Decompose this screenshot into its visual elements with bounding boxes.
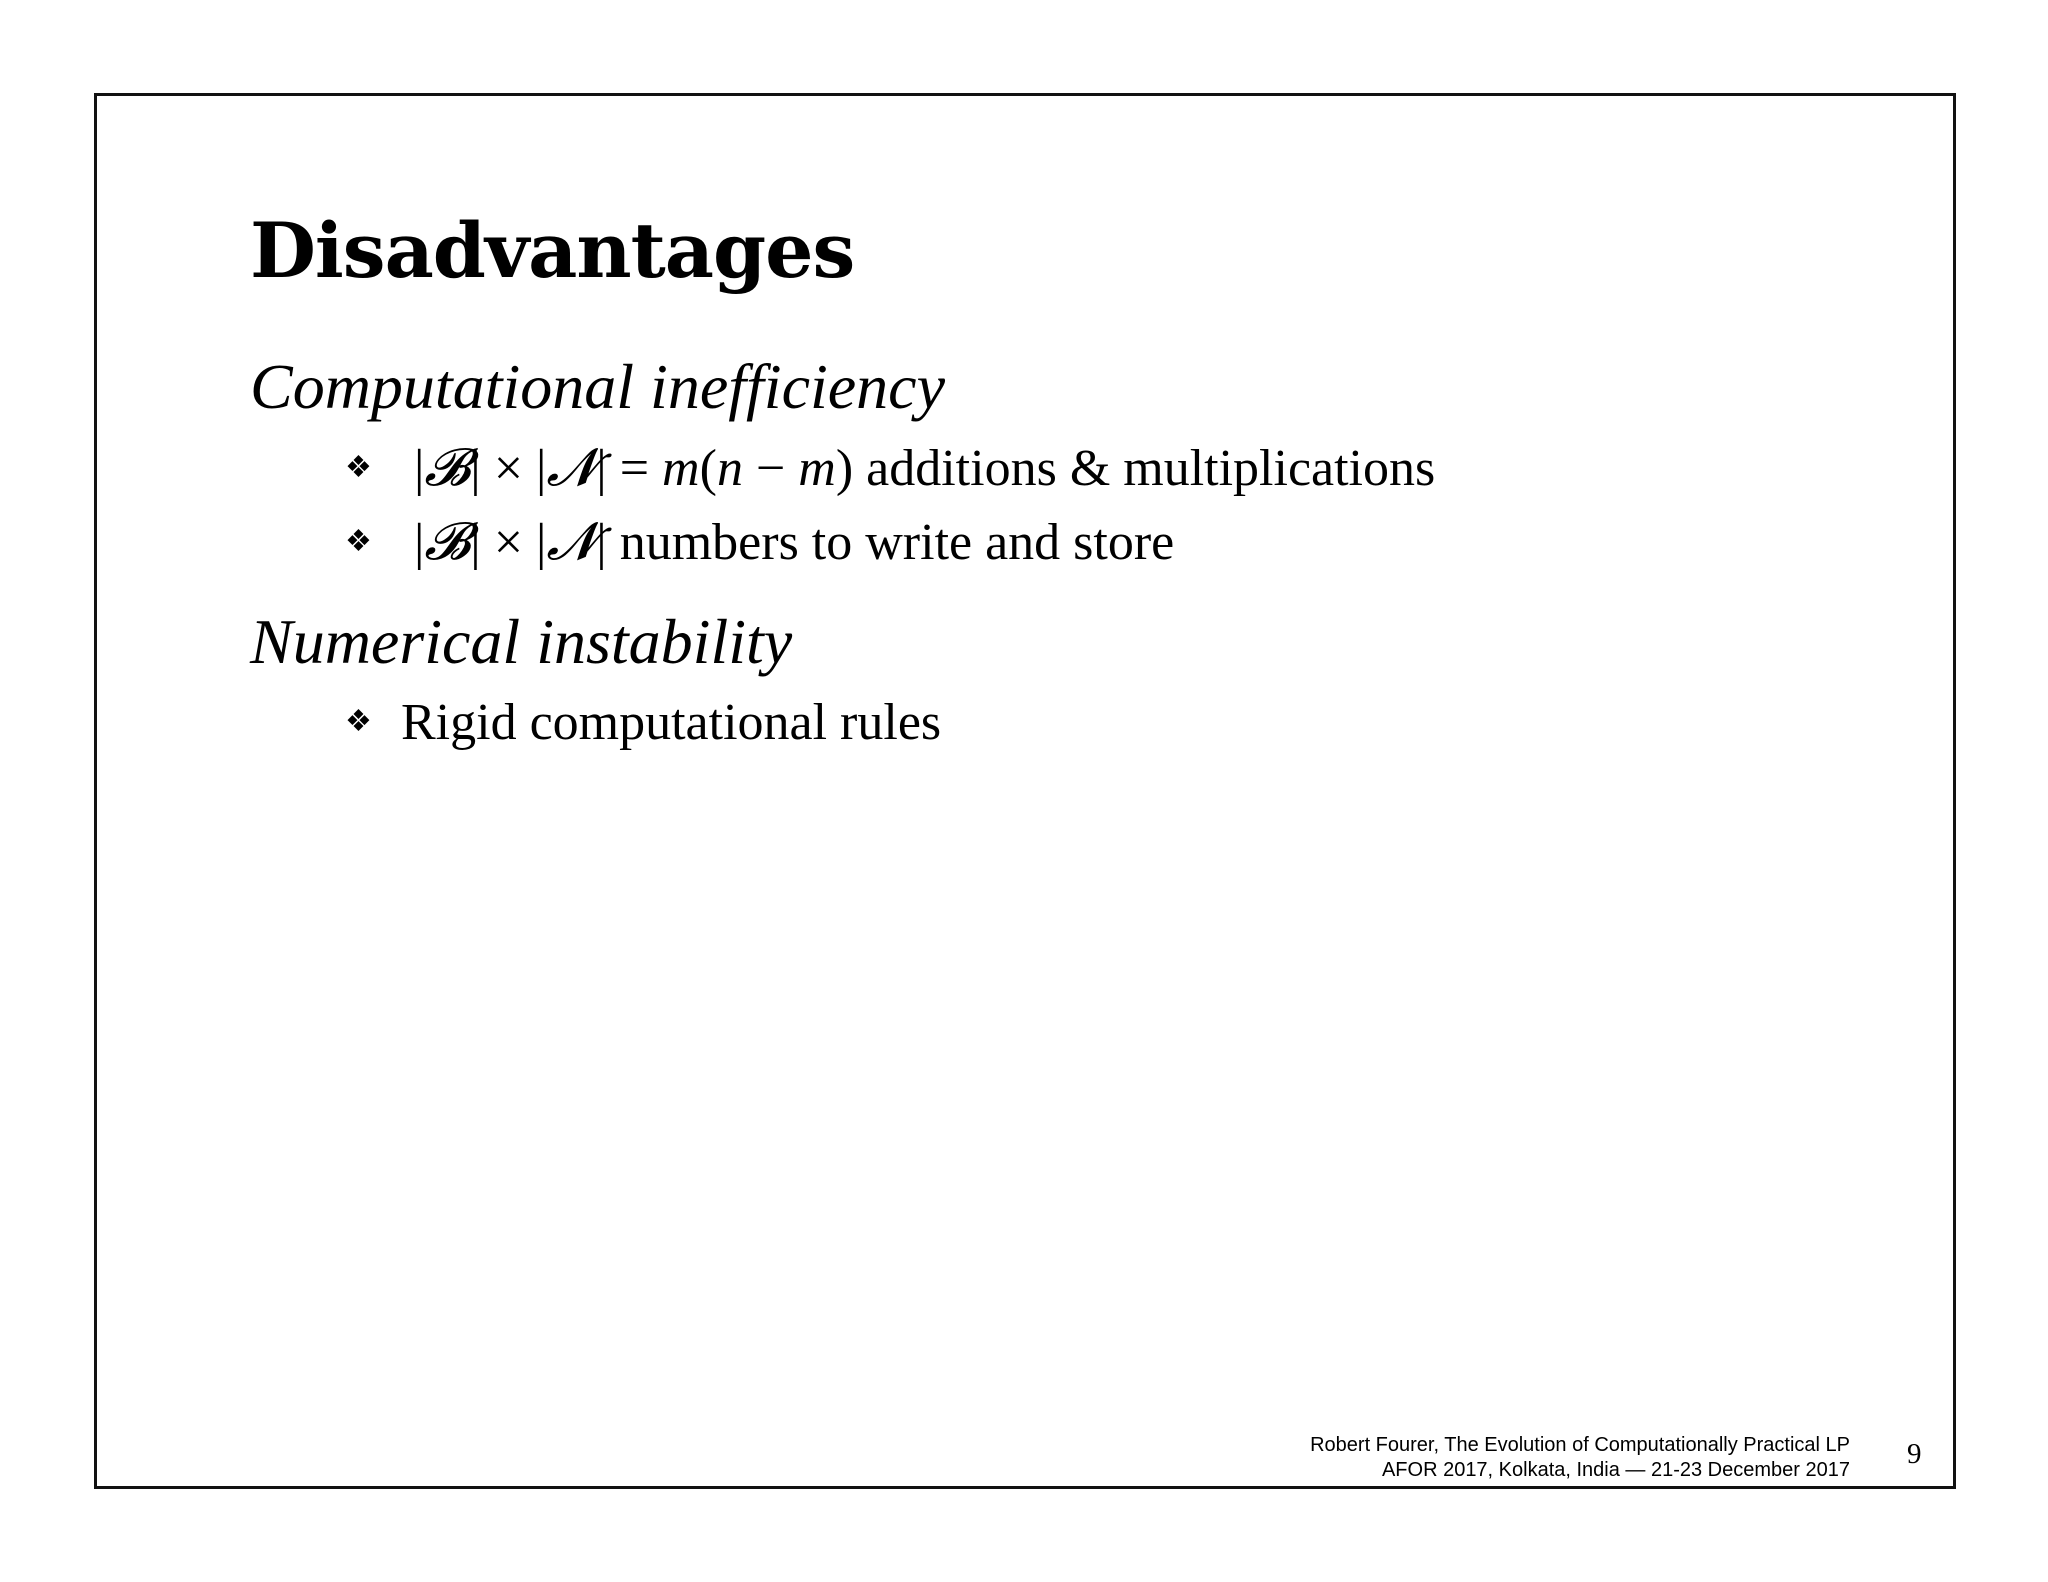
bullet-text-numbers: numbers to write and store (619, 514, 1175, 571)
math-times-sign: × (480, 440, 537, 497)
math-pipe-close: | (470, 514, 481, 571)
diamond-bullet-icon: ❖ (345, 451, 372, 485)
math-paren-close: ) (835, 440, 854, 497)
math-set-b: 𝓑 (424, 512, 471, 572)
bullet-item-rigid-rules (345, 694, 942, 751)
math-set-b: 𝓑 (424, 438, 471, 498)
math-paren-open: ( (699, 440, 717, 497)
math-times-sign: × (480, 514, 537, 571)
math-set-n: 𝓝 (546, 438, 597, 498)
math-variable-m-2: m (798, 440, 836, 497)
section-heading-numerical-instability: Numerical instability (250, 606, 793, 677)
slide-title: Disadvantages (250, 206, 855, 295)
math-pipe-open: | (414, 440, 425, 497)
math-pipe-open-2: | (536, 514, 547, 571)
math-variable-n: n (716, 440, 743, 497)
math-pipe-close-2: | (596, 440, 607, 497)
math-pipe-open-2: | (536, 440, 547, 497)
footer-author-line: Robert Fourer, The Evolution of Computationally Practical LP (1310, 1434, 1850, 1456)
footer-event-line: AFOR 2017, Kolkata, India — 21-23 December 2017 (1381, 1459, 1850, 1481)
bullet-item-numbers-to-store (345, 512, 1175, 572)
math-pipe-close: | (470, 440, 481, 497)
math-pipe-close-2: | (596, 514, 607, 571)
math-variable-m: m (662, 440, 700, 497)
math-expression-operations (414, 440, 866, 497)
slide-frame (94, 93, 1956, 1489)
math-expression-storage (414, 514, 620, 571)
bullet-text-rigid-rules: Rigid computational rules (401, 694, 942, 751)
math-set-n: 𝓝 (546, 512, 597, 572)
slide-footer (1310, 1433, 1850, 1483)
diamond-bullet-icon: ❖ (345, 705, 372, 739)
math-equals-sign: = (606, 440, 663, 497)
math-pipe-open: | (414, 514, 425, 571)
page-number: 9 (1907, 1438, 1922, 1470)
diamond-bullet-icon: ❖ (345, 525, 372, 559)
bullet-item-additions-multiplications (345, 438, 1436, 498)
math-minus-sign: − (742, 440, 799, 497)
section-heading-computational-inefficiency: Computational inefficiency (250, 351, 945, 422)
bullet-text-additions: additions & multiplications (866, 440, 1436, 497)
